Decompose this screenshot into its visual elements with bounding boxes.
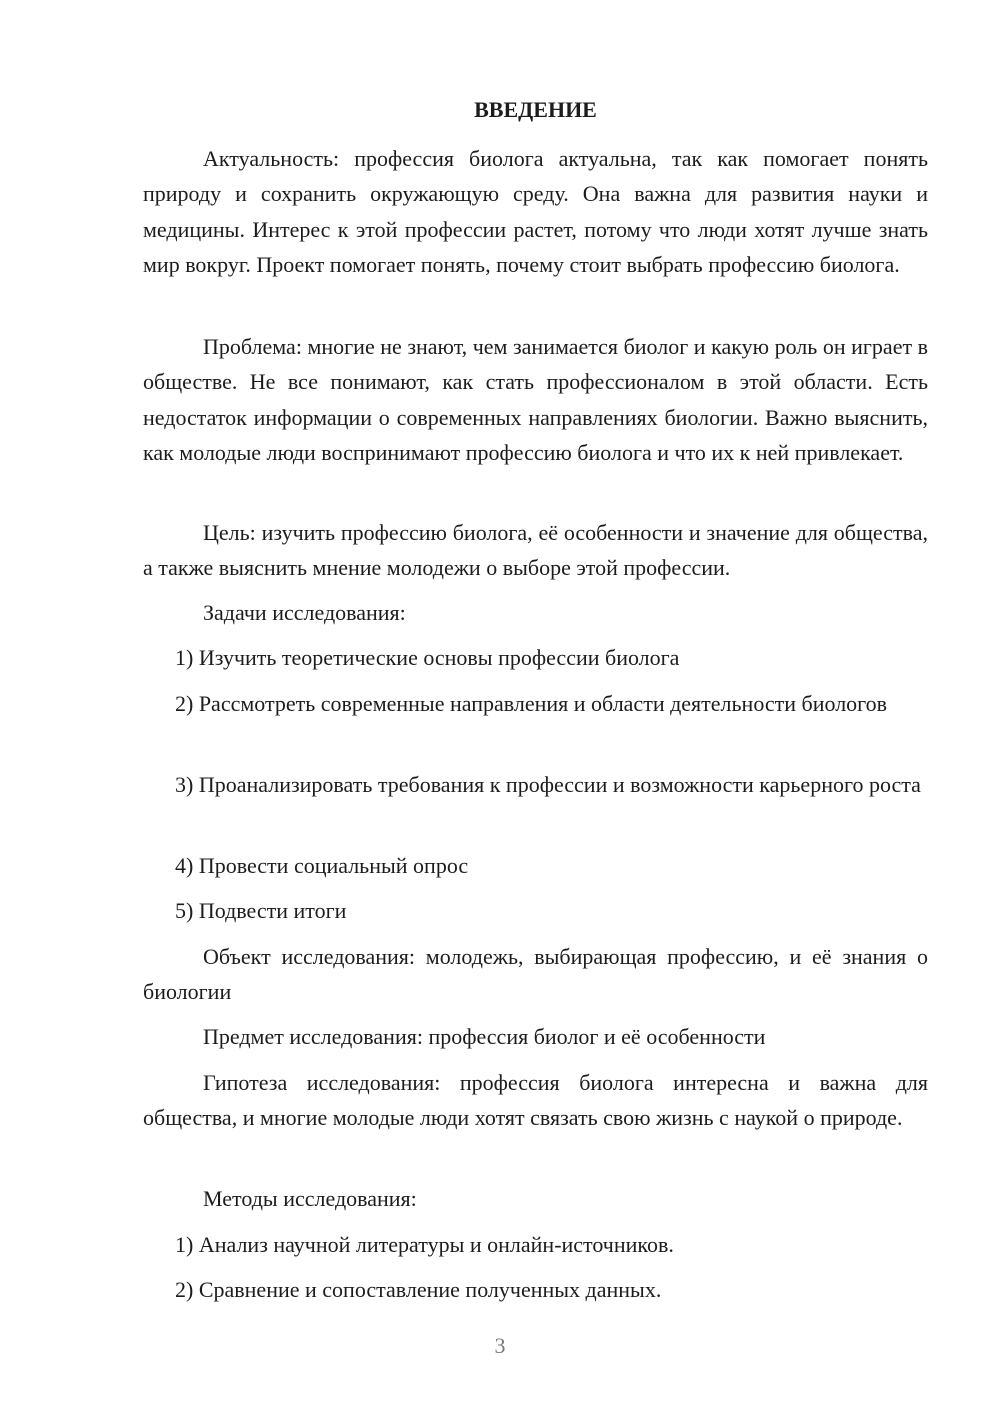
paragraph-hypothesis: Гипотеза исследования: профессия биолога интересна и важна для общества, и многие молодые люди хотят связать свою жизнь с наукой о природе. xyxy=(143,1070,928,1131)
list-item-task-2: 2) Рассмотреть современные направления и области деятельности биологов xyxy=(175,691,888,716)
list-item-task-3: 3) Проанализировать требования к профессии и возможности карьерного роста xyxy=(175,772,921,797)
list-item-method-2: 2) Сравнение и сопоставление полученных данных. xyxy=(175,1277,662,1302)
paragraph-relevance: Актуальность: профессия биолога актуальна, так как помогает понять природу и сохранить окружающую среду. Она важна для развития науки и медицины. Интерес к этой профессии растет, потому что люди хотят лучше знать мир вокруг. Проект помогает понять, почему стоит выбрать профессию биолога. xyxy=(143,146,928,278)
paragraph-tasks-heading: Задачи исследования: xyxy=(203,600,406,625)
list-item-task-5: 5) Подвести итоги xyxy=(175,898,347,923)
paragraph-methods-heading: Методы исследования: xyxy=(203,1186,417,1211)
paragraph-object: Объект исследования: молодежь, выбирающая профессию, и её знания о биологии xyxy=(143,944,928,1005)
paragraph-subject: Предмет исследования: профессия биолог и её особенности xyxy=(203,1024,766,1049)
list-item-task-1: 1) Изучить теоретические основы профессии биолога xyxy=(175,645,680,670)
list-item-method-1: 1) Анализ научной литературы и онлайн-источников. xyxy=(175,1232,674,1257)
paragraph-problem: Проблема: многие не знают, чем занимается биолог и какую роль он играет в обществе. Не все понимают, как стать профессионалом в этой области. Есть недостаток информации о современных направлениях биологии. Важно выяснить, как молодые люди воспринимают профессию биолога и что их к ней привлекает. xyxy=(143,334,928,466)
list-item-task-4: 4) Провести социальный опрос xyxy=(175,853,469,878)
page-title: ВВЕДЕНИЕ xyxy=(474,97,597,122)
page-number: 3 xyxy=(494,1333,506,1358)
paragraph-goal: Цель: изучить профессию биолога, её особенности и значение для общества, а также выяснить мнение молодежи о выборе этой профессии. xyxy=(143,520,928,581)
